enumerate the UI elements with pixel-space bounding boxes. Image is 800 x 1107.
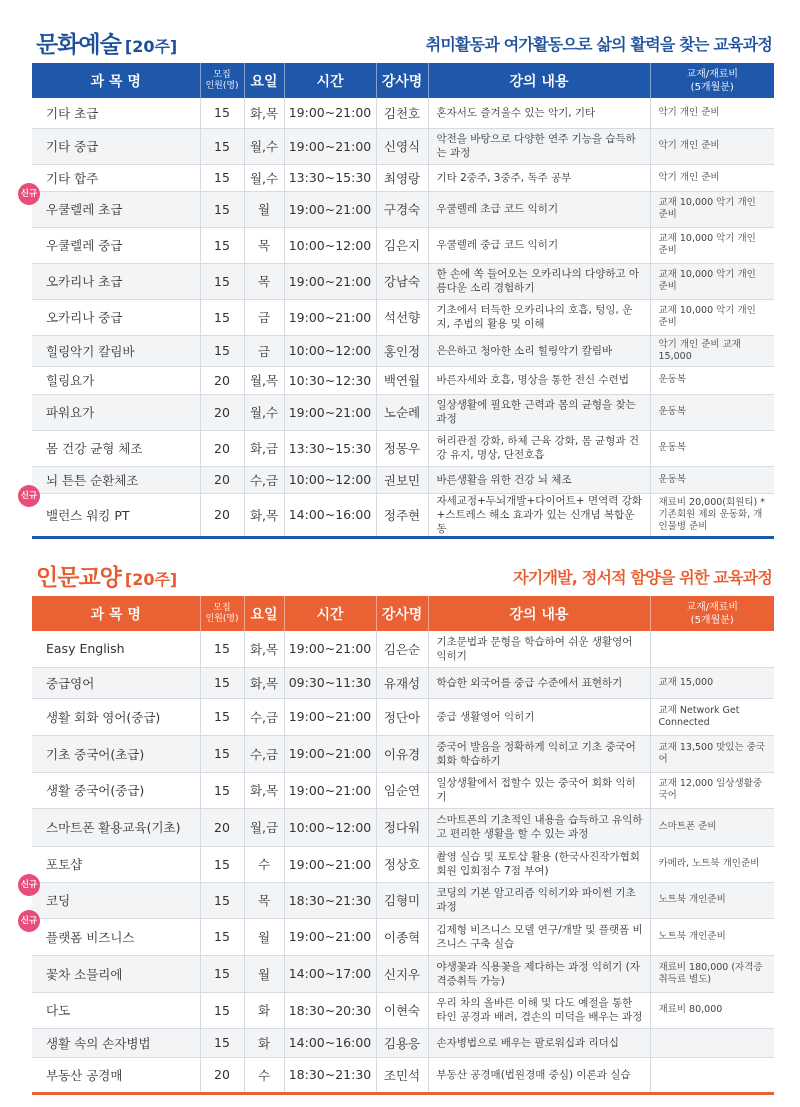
table-row	[32, 366, 774, 394]
table-row	[32, 631, 774, 667]
course-name	[32, 466, 200, 493]
time-cell: 19:00~21:00	[284, 299, 376, 335]
capacity-cell: 15	[200, 299, 244, 335]
humanities-header	[0, 557, 800, 597]
new-badge: 신규	[18, 910, 40, 932]
course-name	[20, 188, 200, 227]
content-cell: 바른생활을 위한 건강 뇌 체조	[428, 466, 650, 493]
instructor-cell: 유재성	[376, 667, 428, 698]
capacity-cell: 20	[200, 808, 244, 846]
time-cell: 18:30~20:30	[284, 992, 376, 1028]
course-name	[32, 394, 200, 430]
content-cell: 촬영 실습 및 포토샵 활용 (한국사진작가협회 회원 입회점수 7점 부여)	[428, 846, 650, 882]
time-cell: 19:00~21:00	[284, 394, 376, 430]
culture-header	[0, 24, 800, 64]
course-name-label: 오카리나 초급	[46, 274, 123, 289]
instructor-cell: 김용응	[376, 1028, 428, 1057]
content-cell: 손자병법으로 배우는 팔로워십과 리더십	[428, 1028, 650, 1057]
instructor-cell: 권보민	[376, 466, 428, 493]
instructor-cell: 김형미	[376, 882, 428, 918]
materials-cell: 노트북 개인준비	[650, 918, 774, 955]
instructor-cell: 백연월	[376, 366, 428, 394]
instructor-cell: 김은지	[376, 227, 428, 263]
instructor-cell: 정다워	[376, 808, 428, 846]
table-row	[32, 667, 774, 698]
course-name-label: 다도	[46, 1003, 71, 1018]
course-name	[32, 992, 200, 1028]
materials-cell: 재료비 80,000	[650, 992, 774, 1028]
day-cell: 화,목	[244, 667, 284, 698]
course-name-label: 부동산 공경매	[46, 1067, 123, 1083]
course-name-label: 밸런스 워킹 PT	[46, 507, 130, 523]
table-row	[32, 98, 774, 128]
course-name-label: 중급영어	[46, 675, 95, 691]
col-instructor: 강사명	[376, 63, 428, 98]
day-cell: 월,수	[244, 128, 284, 164]
day-cell: 월,수	[244, 394, 284, 430]
content-cell: 중급 생활영어 익히기	[428, 698, 650, 735]
course-name-label: 우쿨렐레 중급	[46, 238, 123, 253]
instructor-cell: 구경숙	[376, 191, 428, 227]
content-cell: 스마트폰의 기초적인 내용을 습득하고 유익하고 편리한 생활을 할 수 있는 과정	[428, 808, 650, 846]
table-row	[32, 1057, 774, 1093]
course-name	[32, 164, 200, 191]
course-name-label: 기타 중급	[46, 139, 99, 154]
table-row	[32, 955, 774, 992]
day-cell: 수,금	[244, 466, 284, 493]
course-name	[32, 98, 200, 128]
table-row	[32, 808, 774, 846]
instructor-cell: 신영식	[376, 128, 428, 164]
content-cell: 중국어 발음을 정확하게 익히고 기초 중국어 회화 학습하기	[428, 735, 650, 772]
col-content: 강의 내용	[428, 596, 650, 631]
course-name	[32, 263, 200, 299]
instructor-cell: 이유경	[376, 735, 428, 772]
humanities-table	[20, 596, 774, 1095]
materials-cell: 악기 개인 준비	[650, 164, 774, 191]
materials-cell: 재료비 180,000 (자격증취득료 별도)	[650, 955, 774, 992]
table-row	[32, 992, 774, 1028]
content-cell: 우쿨렐레 중급 코드 익히기	[428, 227, 650, 263]
instructor-cell: 정상호	[376, 846, 428, 882]
time-cell: 10:00~12:00	[284, 335, 376, 366]
capacity-cell: 15	[200, 164, 244, 191]
content-cell: 우리 차의 올바른 이해 및 다도 예절을 통한 타인 공경과 배려, 겸손의 미덕을 배우는 과정	[428, 992, 650, 1028]
course-name	[20, 879, 200, 918]
time-cell: 19:00~21:00	[284, 918, 376, 955]
time-cell: 19:00~21:00	[284, 191, 376, 227]
course-name	[32, 846, 200, 882]
table-row	[32, 698, 774, 735]
col-subject: 과 목 명	[32, 63, 200, 98]
capacity-cell: 15	[200, 882, 244, 918]
time-cell: 14:00~16:00	[284, 1028, 376, 1057]
course-name	[32, 299, 200, 335]
course-name	[32, 667, 200, 698]
col-capacity: 모집 인원(명)	[200, 63, 244, 98]
culture-table	[20, 63, 774, 539]
day-cell: 수,금	[244, 698, 284, 735]
capacity-cell: 15	[200, 698, 244, 735]
content-cell: 코딩의 기본 알고리즘 익히기와 파이썬 기초과정	[428, 882, 650, 918]
table-row	[32, 493, 774, 537]
table-row	[32, 335, 774, 366]
day-cell: 금	[244, 335, 284, 366]
course-name-label: 힐링악기 칼림바	[46, 343, 135, 359]
time-cell: 19:00~21:00	[284, 98, 376, 128]
materials-cell: 교재 12,000 일상생활중국어	[650, 772, 774, 808]
day-cell: 목	[244, 882, 284, 918]
content-cell: 기초문법과 문형을 학습하여 쉬운 생활영어 익히기	[428, 631, 650, 667]
content-cell: 기타 2중주, 3중주, 독주 공부	[428, 164, 650, 191]
materials-cell: 교재 13,500 맛있는 중국어	[650, 735, 774, 772]
course-name-label: 기초 중국어(초급)	[46, 746, 145, 762]
time-cell: 14:00~16:00	[284, 493, 376, 537]
materials-cell	[650, 631, 774, 667]
culture-weeks: [20주]	[124, 37, 178, 56]
table-row	[32, 430, 774, 466]
day-cell: 수	[244, 1057, 284, 1093]
content-cell: 은은하고 청아한 소리 힐링악기 칼림바	[428, 335, 650, 366]
day-cell: 화,목	[244, 772, 284, 808]
time-cell: 10:00~12:00	[284, 808, 376, 846]
day-cell: 월,목	[244, 366, 284, 394]
day-cell: 월	[244, 955, 284, 992]
capacity-cell: 15	[200, 772, 244, 808]
col-capacity: 모집 인원(명)	[200, 596, 244, 631]
time-cell: 19:00~21:00	[284, 128, 376, 164]
col-materials: 교재/재료비 (5개월분)	[686, 68, 739, 93]
capacity-cell: 15	[200, 918, 244, 955]
table-row	[32, 882, 774, 918]
instructor-cell: 김천호	[376, 98, 428, 128]
course-name-label: 꽃차 소믈리에	[46, 966, 123, 982]
course-name	[20, 490, 200, 537]
time-cell: 10:00~12:00	[284, 227, 376, 263]
day-cell: 월	[244, 918, 284, 955]
col-time: 시간	[284, 63, 376, 98]
content-cell: 악전을 바탕으로 다양한 연주 기능을 습득하는 과정	[428, 128, 650, 164]
day-cell: 화,금	[244, 430, 284, 466]
instructor-cell: 신지우	[376, 955, 428, 992]
course-name-label: 몸 건강 균형 체조	[46, 441, 143, 456]
materials-cell: 운동복	[650, 430, 774, 466]
time-cell: 14:00~17:00	[284, 955, 376, 992]
materials-cell: 교재 10,000 악기 개인 준비	[650, 191, 774, 227]
col-day: 요일	[244, 63, 284, 98]
course-name-label: Easy English	[46, 641, 125, 657]
materials-cell: 교재 10,000 악기 개인 준비	[650, 263, 774, 299]
time-cell: 19:00~21:00	[284, 263, 376, 299]
content-cell: 한 손에 쏙 들어오는 오카리나의 다양하고 아름다운 소리 경험하기	[428, 263, 650, 299]
capacity-cell: 15	[200, 667, 244, 698]
table-row	[32, 191, 774, 227]
course-name	[32, 1028, 200, 1057]
course-name	[32, 430, 200, 466]
course-name	[32, 735, 200, 772]
course-name-label: 기타 합주	[46, 170, 99, 186]
capacity-cell: 15	[200, 735, 244, 772]
course-name	[20, 915, 200, 955]
capacity-cell: 20	[200, 394, 244, 430]
course-name	[32, 772, 200, 808]
capacity-cell: 20	[200, 493, 244, 537]
table-row	[32, 918, 774, 955]
content-cell: 일상생활에서 접할수 있는 중국어 회화 익히기	[428, 772, 650, 808]
humanities-table-header	[32, 596, 774, 631]
table-row	[32, 1028, 774, 1057]
materials-cell: 교재 10,000 악기 개인 준비	[650, 299, 774, 335]
table-row	[32, 128, 774, 164]
capacity-cell: 20	[200, 430, 244, 466]
day-cell: 수	[244, 846, 284, 882]
col-subject: 과 목 명	[32, 596, 200, 631]
instructor-cell: 노순례	[376, 394, 428, 430]
day-cell: 화,목	[244, 98, 284, 128]
day-cell: 월,수	[244, 164, 284, 191]
time-cell: 18:30~21:30	[284, 882, 376, 918]
table-row	[32, 299, 774, 335]
content-cell: 기초에서 터득한 오카리나의 호흡, 텅잉, 운지, 주법의 활용 및 이해	[428, 299, 650, 335]
day-cell: 화	[244, 1028, 284, 1057]
instructor-cell: 홍인정	[376, 335, 428, 366]
course-name-label: 생활 중국어(중급)	[46, 783, 145, 798]
instructor-cell: 석선향	[376, 299, 428, 335]
capacity-cell: 15	[200, 263, 244, 299]
table-row	[32, 466, 774, 493]
capacity-cell: 20	[200, 366, 244, 394]
time-cell: 09:30~11:30	[284, 667, 376, 698]
col-time: 시간	[284, 596, 376, 631]
instructor-cell: 강남숙	[376, 263, 428, 299]
course-name-label: 생활 회화 영어(중급)	[46, 709, 161, 725]
table-row	[32, 164, 774, 191]
instructor-cell: 조민석	[376, 1057, 428, 1093]
instructor-cell: 임순연	[376, 772, 428, 808]
day-cell: 목	[244, 263, 284, 299]
materials-cell: 노트북 개인준비	[650, 882, 774, 918]
materials-cell: 재료비 20,000(회원티) *기존회원 제외 운동화, 개인물병 준비	[650, 493, 774, 537]
course-name-label: 오카리나 중급	[46, 310, 123, 325]
course-name-label: 스마트폰 활용교육(기초)	[46, 820, 181, 835]
col-day: 요일	[244, 596, 284, 631]
time-cell: 19:00~21:00	[284, 846, 376, 882]
materials-cell	[650, 1057, 774, 1093]
course-name-label: 포토샵	[46, 857, 83, 872]
day-cell: 목	[244, 227, 284, 263]
capacity-cell: 15	[200, 98, 244, 128]
day-cell: 월,금	[244, 808, 284, 846]
day-cell: 화,목	[244, 493, 284, 537]
capacity-cell: 15	[200, 631, 244, 667]
materials-cell: 운동복	[650, 366, 774, 394]
new-badge: 신규	[18, 874, 40, 896]
capacity-cell: 15	[200, 955, 244, 992]
content-cell: 바른자세와 호흡, 명상을 통한 전신 수련법	[428, 366, 650, 394]
instructor-cell: 이종혁	[376, 918, 428, 955]
course-name-label: 코딩	[46, 893, 71, 908]
new-badge: 신규	[18, 183, 40, 205]
course-name	[32, 335, 200, 366]
course-name	[32, 128, 200, 164]
time-cell: 19:00~21:00	[284, 631, 376, 667]
col-materials: 교재/재료비 (5개월분)	[686, 601, 739, 626]
capacity-cell: 15	[200, 335, 244, 366]
time-cell: 18:30~21:30	[284, 1057, 376, 1093]
capacity-cell: 15	[200, 128, 244, 164]
day-cell: 금	[244, 299, 284, 335]
culture-table-header	[32, 63, 774, 98]
course-name	[32, 955, 200, 992]
capacity-cell: 15	[200, 992, 244, 1028]
materials-cell: 악기 개인 준비	[650, 98, 774, 128]
instructor-cell: 김은순	[376, 631, 428, 667]
materials-cell: 카메라, 노트북 개인준비	[650, 846, 774, 882]
content-cell: 일상생활에 필요한 근력과 몸의 균형을 찾는 과정	[428, 394, 650, 430]
materials-cell: 운동복	[650, 466, 774, 493]
materials-cell: 교재 10,000 악기 개인 준비	[650, 227, 774, 263]
culture-title: 문화예술 [20주]	[36, 32, 178, 58]
table-row	[32, 263, 774, 299]
content-cell: 야생꽃과 식용꽃을 제다하는 과정 익히기 (자격증취득 가능)	[428, 955, 650, 992]
time-cell: 19:00~21:00	[284, 698, 376, 735]
course-name-label: 뇌 튼튼 순환체조	[46, 472, 139, 488]
humanities-title: 인문교양 [20주]	[36, 565, 178, 591]
time-cell: 19:00~21:00	[284, 735, 376, 772]
materials-cell: 교재 Network Get Connected	[650, 698, 774, 735]
day-cell: 화	[244, 992, 284, 1028]
day-cell: 수,금	[244, 735, 284, 772]
col-instructor: 강사명	[376, 596, 428, 631]
instructor-cell: 최영랑	[376, 164, 428, 191]
instructor-cell: 정단아	[376, 698, 428, 735]
course-name-label: 기타 초급	[46, 105, 99, 121]
day-cell: 화,목	[244, 631, 284, 667]
culture-table-body	[20, 98, 774, 537]
humanities-weeks: [20주]	[124, 570, 178, 589]
capacity-cell: 15	[200, 191, 244, 227]
content-cell: 자세교정+두뇌개발+다이어트+ 면역력 강화+스트레스 해소 효과가 있는 신개념 복합운동	[428, 493, 650, 537]
course-name	[32, 1057, 200, 1093]
capacity-cell: 15	[200, 227, 244, 263]
capacity-cell: 20	[200, 1057, 244, 1093]
capacity-cell: 20	[200, 466, 244, 493]
table-row	[32, 227, 774, 263]
course-name-label: 파워요가	[46, 405, 95, 420]
materials-cell: 운동복	[650, 394, 774, 430]
time-cell: 13:30~15:30	[284, 430, 376, 466]
course-name-label: 우쿨렐레 초급	[46, 202, 123, 217]
materials-cell: 스마트폰 준비	[650, 808, 774, 846]
capacity-cell: 15	[200, 846, 244, 882]
col-content: 강의 내용	[428, 63, 650, 98]
course-name	[32, 227, 200, 263]
course-name-label: 힐링요가	[46, 373, 95, 388]
course-name	[32, 808, 200, 846]
time-cell: 10:00~12:00	[284, 466, 376, 493]
content-cell: 김제형 비즈니스 모델 연구/개발 및 플랫폼 비즈니스 구축 실습	[428, 918, 650, 955]
table-row	[32, 772, 774, 808]
table-row	[32, 735, 774, 772]
materials-cell	[650, 1028, 774, 1057]
table-row	[32, 394, 774, 430]
instructor-cell: 정주현	[376, 493, 428, 537]
humanities-table-body	[20, 631, 774, 1093]
materials-cell: 악기 개인 준비	[650, 128, 774, 164]
course-name	[32, 366, 200, 394]
course-name	[32, 698, 200, 735]
culture-subtitle: 취미활동과 여가활동으로 삶의 활력을 찾는 교육과정	[425, 35, 772, 54]
capacity-cell: 15	[200, 1028, 244, 1057]
new-badge: 신규	[18, 485, 40, 507]
humanities-subtitle: 자기개발, 정서적 함양을 위한 교육과정	[513, 568, 772, 587]
content-cell: 허리관절 강화, 하체 근육 강화, 몸 균형과 건강 유지, 명상, 단전호흡	[428, 430, 650, 466]
course-name-label: 플랫폼 비즈니스	[46, 929, 135, 945]
materials-cell: 악기 개인 준비 교재 15,000	[650, 335, 774, 366]
course-name-label: 생활 속의 손자병법	[46, 1035, 151, 1051]
content-cell: 부동산 공경매(법원경매 중심) 이론과 실습	[428, 1057, 650, 1093]
content-cell: 혼자서도 즐겨울수 있는 악기, 기타	[428, 98, 650, 128]
time-cell: 10:30~12:30	[284, 366, 376, 394]
materials-cell: 교재 15,000	[650, 667, 774, 698]
instructor-cell: 정몽우	[376, 430, 428, 466]
time-cell: 13:30~15:30	[284, 164, 376, 191]
day-cell: 월	[244, 191, 284, 227]
course-name	[32, 631, 200, 667]
content-cell: 우쿨렐레 초급 코드 익히기	[428, 191, 650, 227]
content-cell: 학습한 외국어를 중급 수준에서 표현하기	[428, 667, 650, 698]
time-cell: 19:00~21:00	[284, 772, 376, 808]
instructor-cell: 이현숙	[376, 992, 428, 1028]
table-row	[32, 846, 774, 882]
